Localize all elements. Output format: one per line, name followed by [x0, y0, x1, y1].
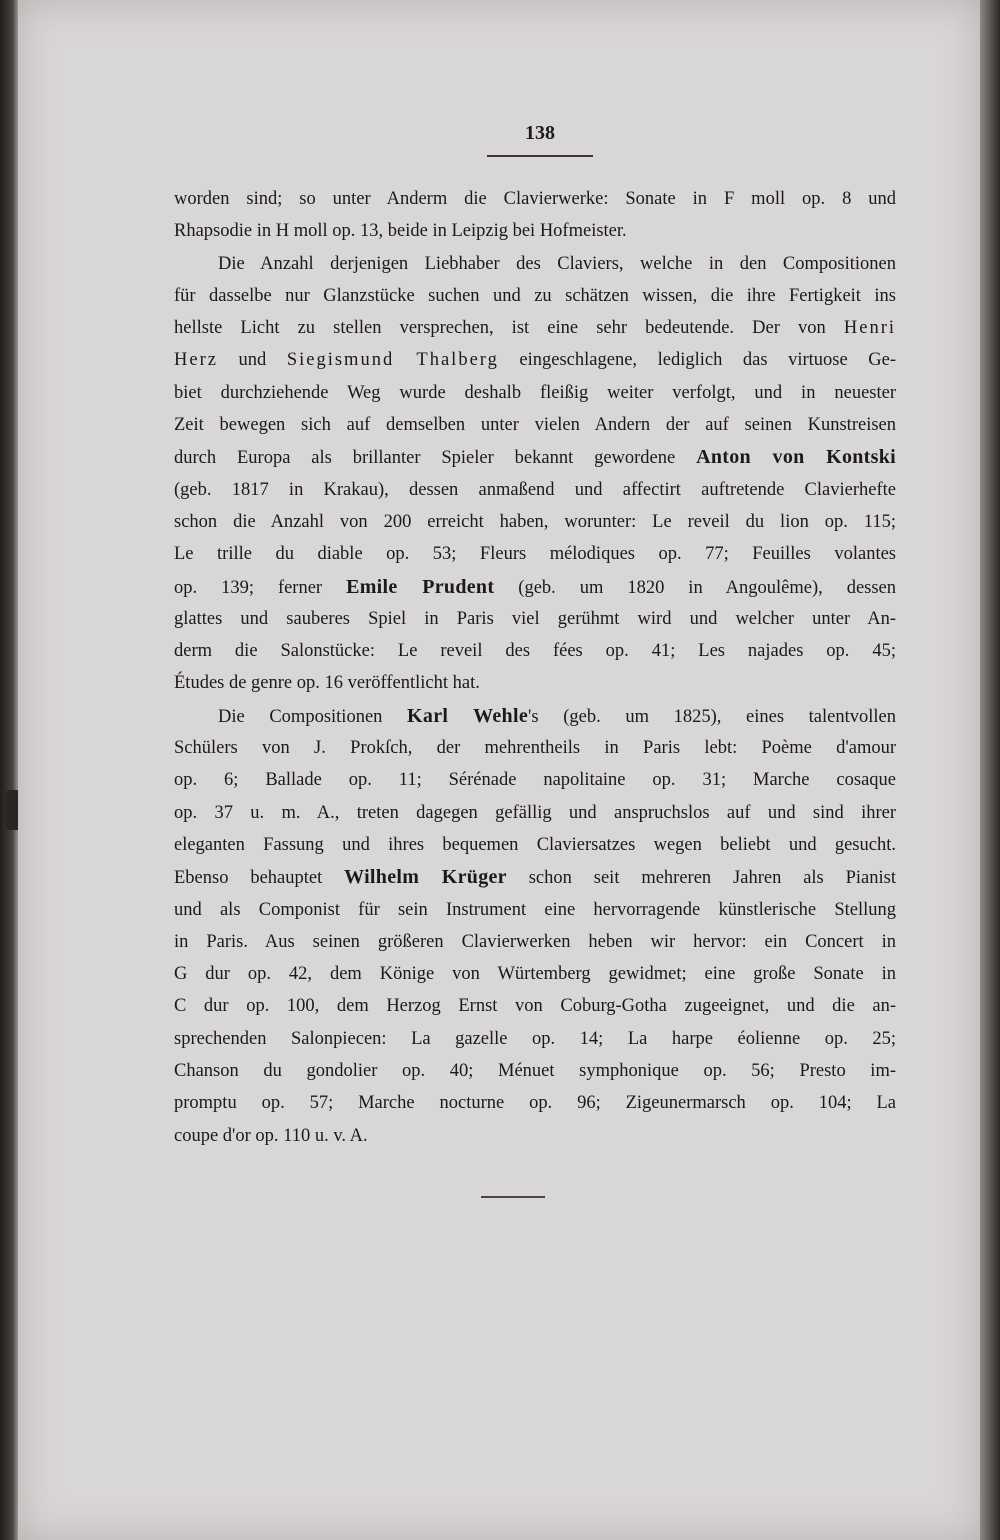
left-binding-edge: [0, 0, 18, 1540]
text-line: op. 37 u. m. A., treten dagegen gefällig und anspruchslos auf und sind ihrer: [174, 802, 896, 823]
text-line: und als Componist für sein Instrument eine hervorragende künstlerische Stellung: [174, 899, 896, 920]
text-fragment: eingeschlagene, lediglich das virtuose Ge-: [519, 350, 896, 371]
text-line: sprechenden Salonpiecen: La gazelle op. 14; La harpe éolienne op. 25;: [174, 1028, 896, 1049]
name-kontski: Anton von Kontski: [696, 446, 896, 469]
text-line: eleganten Fassung und ihres bequemen Claviersatzes wegen beliebt und gesucht.: [174, 834, 896, 855]
text-line: [174, 861, 896, 893]
text-fragment: durch Europa als brillanter Spieler bekannt gewordene: [174, 448, 676, 469]
text-fragment: hellste Licht zu stellen versprechen, ist eine sehr bedeutende. Der von: [174, 318, 826, 339]
header-rule: [487, 155, 593, 157]
page-number: 138: [525, 122, 555, 144]
text-fragment: (geb. um 1820 in Angoulême), dessen: [518, 577, 897, 598]
body-text: [174, 183, 896, 1152]
closing-rule: [481, 1196, 545, 1198]
text-line: promptu op. 57; Marche nocturne op. 96; Zigeunermarsch op. 104; La: [174, 1093, 896, 1114]
text-line: biet durchziehende Weg wurde deshalb fleißig weiter verfolgt, und in neuester: [174, 382, 896, 403]
text-line: in Paris. Aus seinen größeren Clavierwerken heben wir hervor: ein Concert in: [174, 931, 896, 952]
text-line: Le trille du diable op. 53; Fleurs mélodiques op. 77; Feuilles volantes: [174, 544, 896, 565]
text-line: derm die Salonstücke: Le reveil des fées op. 41; Les najades op. 45;: [174, 641, 896, 662]
text-fragment: Die Compositionen: [218, 706, 383, 727]
text-fragment: und: [238, 350, 267, 371]
name-herz: Herz: [174, 350, 218, 371]
text-line: Die Anzahl derjenigen Liebhaber des Claviers, welche in den Compositionen: [218, 253, 896, 274]
text-fragment: op. 139; ferner: [174, 577, 323, 598]
text-line: [174, 700, 896, 732]
text-line: schon die Anzahl von 200 erreicht haben, worunter: Le reveil du lion op. 115;: [174, 511, 896, 532]
text-line: für dasselbe nur Glanzstücke suchen und zu schätzen wissen, die ihre Fertigkeit ins: [174, 285, 896, 306]
text-line: [174, 344, 896, 376]
text-line: glattes und sauberes Spiel in Paris viel gerühmt wird und welcher unter An-: [174, 608, 896, 629]
text-fragment: (geb. um 1825), eines talentvollen: [563, 706, 896, 727]
text-fragment: schon seit mehreren Jahren als Pianist: [528, 868, 896, 889]
text-line: [174, 441, 896, 473]
name-wehle: Karl Wehle: [407, 704, 529, 727]
text-line: op. 6; Ballade op. 11; Sérénade napolitaine op. 31; Marche cosaque: [174, 770, 896, 791]
text-line: Rhapsodie in H moll op. 13, beide in Leipzig bei Hofmeister.: [174, 221, 627, 242]
text-line: worden sind; so unter Anderm die Clavierwerke: Sonate in F moll op. 8 und: [174, 189, 896, 209]
name-henri: Henri: [843, 318, 897, 339]
name-thalberg: Siegismund Thalberg: [286, 350, 499, 371]
text-line: G dur op. 42, dem Könige von Würtemberg gewidmet; eine große Sonate in: [174, 964, 896, 985]
name-prudent: Emile Prudent: [346, 575, 495, 598]
text-line: Études de genre op. 16 veröffentlicht hat.: [174, 673, 480, 694]
right-page-edge: [980, 0, 1000, 1540]
text-line: C dur op. 100, dem Herzog Ernst von Coburg-Gotha zugeeignet, und die an-: [174, 996, 896, 1017]
name-krueger: Wilhelm Krüger: [344, 866, 507, 889]
text-line: Zeit bewegen sich auf demselben unter vielen Andern der auf seinen Kunstreisen: [174, 415, 896, 436]
name-suffix: 's: [528, 706, 539, 727]
text-line: coupe d'or op. 110 u. v. A.: [174, 1125, 368, 1146]
text-line: [174, 312, 896, 344]
text-line: [174, 571, 896, 603]
text-line: Chanson du gondolier op. 40; Ménuet symphonique op. 56; Presto im-: [174, 1061, 896, 1082]
text-line: Schülers von J. Prokſch, der mehrentheils in Paris lebt: Poème d'amour: [174, 738, 896, 759]
text-fragment: Ebenso behauptet: [174, 868, 323, 889]
text-line: (geb. 1817 in Krakau), dessen anmaßend und affectirt auftretende Clavierhefte: [174, 479, 896, 500]
